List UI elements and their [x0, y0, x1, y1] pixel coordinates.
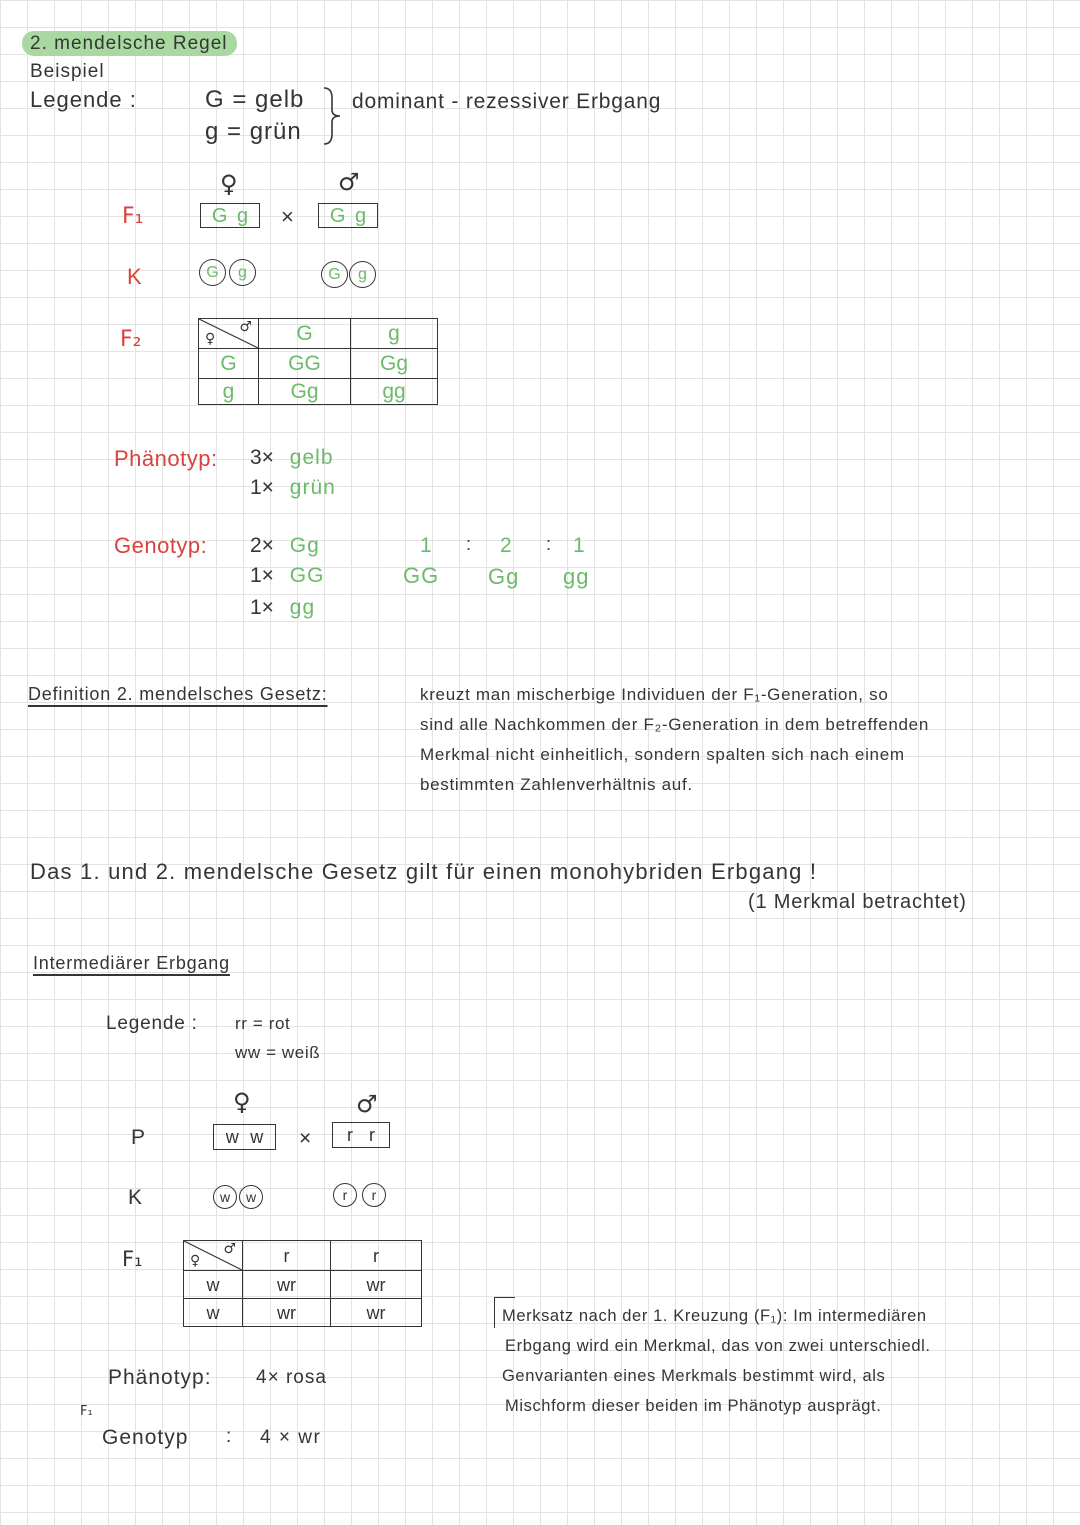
punnett-header: r — [243, 1241, 331, 1271]
punnett-header: g — [351, 319, 438, 349]
ratio-number: 1 — [573, 534, 585, 557]
male-symbol-icon: ♂ — [338, 168, 360, 196]
female-symbol-icon: ♀ — [233, 1088, 251, 1116]
example-label: Beispiel — [30, 61, 105, 82]
definition-line: sind alle Nachkommen der F₂-Generation in dem betreffenden — [420, 715, 929, 734]
merksatz-line: Mischform dieser beiden im Phänotyp ausprägt. — [505, 1397, 882, 1415]
allele: G — [211, 204, 228, 227]
genotype-line — [250, 535, 320, 556]
count: 3× — [250, 446, 274, 469]
row-label-k: K — [128, 1186, 143, 1209]
phenotype-label: Phänotyp: — [114, 446, 218, 471]
row-label-f2: F₂ — [120, 327, 142, 352]
genotype-line — [250, 565, 324, 586]
gamete-circle: w — [239, 1185, 263, 1209]
cross-sign: × — [281, 204, 294, 229]
genotype-value: Gg — [289, 534, 320, 557]
punnett-row-label: g — [199, 379, 259, 405]
definition-line: Merkmal nicht einheitlich, sondern spalten sich nach einem — [420, 745, 905, 764]
allele: g — [237, 204, 249, 227]
genotype-value: 4 × wr — [260, 1427, 322, 1448]
female-symbol-icon: ♀ — [220, 170, 238, 198]
brace-icon — [322, 86, 344, 146]
punnett-corner — [184, 1241, 243, 1271]
punnett-cell: gg — [351, 379, 438, 405]
legend-note: dominant - rezessiver Erbgang — [352, 90, 662, 113]
punnett-cell: wr — [243, 1271, 331, 1299]
female-symbol-icon: ♀ — [190, 1253, 201, 1269]
phenotype-value: gelb — [289, 446, 334, 469]
count: 2× — [250, 534, 274, 557]
allele: w — [225, 1127, 239, 1147]
male-symbol-icon: ♂ — [239, 319, 252, 335]
genotype-label: Genotyp: — [114, 533, 208, 558]
section-title: 2. mendelsche Regel — [22, 31, 237, 56]
count: 1× — [250, 564, 274, 587]
allele: w — [250, 1127, 264, 1147]
allele: r — [347, 1125, 353, 1145]
ratio-separator: : — [546, 534, 552, 554]
genotype-colon: : — [226, 1426, 232, 1447]
row-label-p: P — [131, 1126, 146, 1149]
parent-female-genotype — [200, 203, 260, 228]
punnett-square-dominant — [198, 318, 438, 405]
row-label-f1: F₁ — [122, 204, 144, 229]
ratio-type: Gg — [488, 564, 520, 589]
legend-white-allele: ww = weiß — [235, 1043, 321, 1062]
generation-tag: F₁ — [80, 1404, 93, 1419]
definition-label: Definition 2. mendelsches Gesetz: — [28, 684, 328, 704]
allele: G — [329, 204, 346, 227]
ratio-separator: : — [466, 534, 472, 554]
row-label-f1: F₁ — [122, 1247, 143, 1271]
cross-sign: × — [299, 1127, 312, 1150]
genotype-label: Genotyp — [102, 1426, 189, 1449]
definition-line: bestimmten Zahlenverhältnis auf. — [420, 775, 693, 794]
phenotype-label: Phänotyp: — [108, 1366, 212, 1389]
ratio-number: 1 — [420, 534, 432, 557]
merksatz-line: Merksatz nach der 1. Kreuzung (F₁): Im intermediären — [502, 1307, 927, 1325]
intermediate-title: Intermediärer Erbgang — [33, 953, 230, 973]
ratio-number: 2 — [500, 534, 512, 557]
phenotype-value: grün — [289, 476, 336, 499]
legend-label: Legende : — [30, 87, 137, 112]
row-label-k: K — [127, 264, 142, 289]
count: 1× — [250, 596, 274, 619]
count: 1× — [250, 476, 274, 499]
legend-recessive-allele: g = grün — [205, 118, 302, 145]
punnett-row-label: w — [184, 1299, 243, 1327]
gamete-circle: w — [213, 1185, 237, 1209]
merksatz-line: Erbgang wird ein Merkmal, das von zwei unterschiedl. — [505, 1337, 931, 1355]
punnett-corner — [199, 319, 259, 349]
parent-male-genotype — [318, 203, 378, 228]
legend-red-allele: rr = rot — [235, 1014, 291, 1033]
genotype-line — [250, 597, 315, 618]
genotype-value: gg — [289, 596, 316, 619]
gamete-circle: r — [333, 1183, 357, 1207]
genotype-value: GG — [289, 564, 325, 587]
allele: g — [355, 204, 367, 227]
punnett-row-label: G — [199, 349, 259, 379]
male-symbol-icon: ♂ — [223, 1241, 236, 1257]
phenotype-value: 4× rosa — [256, 1367, 327, 1388]
gamete-circle: G — [321, 261, 348, 288]
gamete-circle: r — [362, 1183, 386, 1207]
gamete-circle: g — [349, 261, 376, 288]
definition-line: kreuzt man mischerbige Individuen der F₁-Generation, so — [420, 685, 889, 704]
punnett-cell: GG — [259, 349, 351, 379]
parent-male-genotype — [332, 1122, 390, 1148]
punnett-cell: wr — [243, 1299, 331, 1327]
punnett-square-intermediate — [183, 1240, 422, 1327]
phenotype-line — [250, 447, 334, 468]
ratio-type: gg — [563, 564, 590, 589]
parent-female-genotype — [213, 1124, 276, 1150]
legend-label: Legende : — [106, 1013, 198, 1034]
male-symbol-icon: ♂ — [356, 1090, 378, 1118]
punnett-header: r — [331, 1241, 422, 1271]
punnett-cell: Gg — [351, 349, 438, 379]
allele: r — [369, 1125, 375, 1145]
punnett-header: G — [259, 319, 351, 349]
punnett-row-label: w — [184, 1271, 243, 1299]
phenotype-line — [250, 477, 336, 498]
gamete-circle: G — [199, 259, 226, 286]
merksatz-line: Genvarianten eines Merkmals bestimmt wird, als — [502, 1367, 886, 1385]
legend-dominant-allele: G = gelb — [205, 86, 305, 113]
monohybrid-note: Das 1. und 2. mendelsche Gesetz gilt für einen monohybriden Erbgang ! — [30, 859, 818, 884]
punnett-cell: wr — [331, 1299, 422, 1327]
monohybrid-note-sub: (1 Merkmal betrachtet) — [748, 891, 967, 913]
punnett-cell: Gg — [259, 379, 351, 405]
gamete-circle: g — [229, 259, 256, 286]
ratio-type: GG — [403, 563, 440, 588]
punnett-cell: wr — [331, 1271, 422, 1299]
female-symbol-icon: ♀ — [205, 331, 216, 347]
